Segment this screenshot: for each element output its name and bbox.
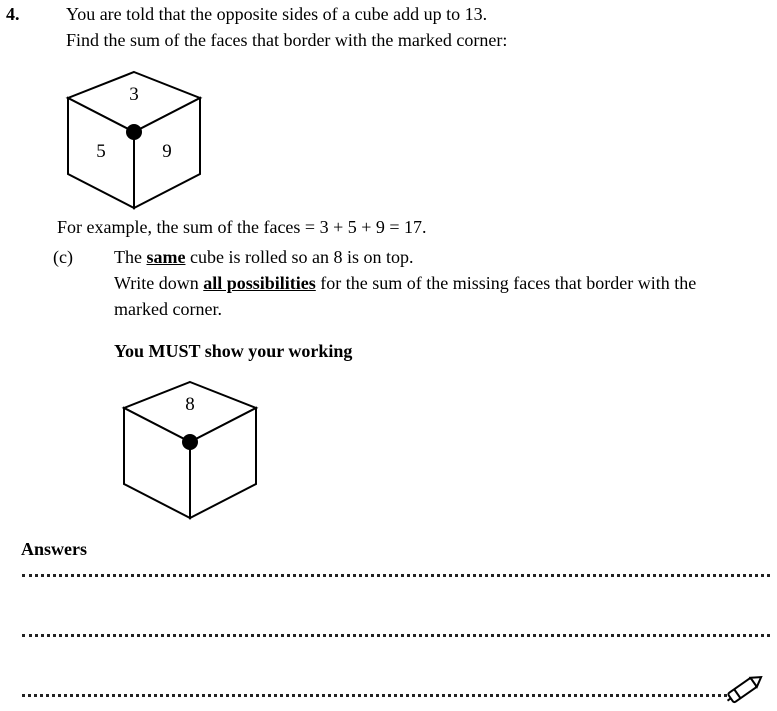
answers-label: Answers xyxy=(21,539,87,559)
part-c-line-1-end: cube is rolled so an 8 is on top. xyxy=(185,247,414,267)
marked-corner-dot xyxy=(126,124,142,140)
example-text: For example, the sum of the faces = 3 + 5 + 9 = 17. xyxy=(57,217,427,237)
pen-icon[interactable] xyxy=(724,670,766,708)
question-number: 4. xyxy=(6,4,20,24)
answer-line-3[interactable] xyxy=(22,694,727,697)
cube-left-number: 5 xyxy=(96,141,106,162)
cube-top-number: 3 xyxy=(129,84,139,105)
part-c-line-3: marked corner. xyxy=(114,299,222,319)
cube-top-number: 8 xyxy=(185,394,195,415)
question-line-2: Find the sum of the faces that border with the marked corner: xyxy=(66,30,508,50)
emphasis-same: same xyxy=(146,247,186,267)
cube-right-number: 9 xyxy=(162,141,172,162)
part-c-line-1 xyxy=(114,246,413,268)
part-c-line-2-start: Write down xyxy=(114,273,204,293)
part-c-line-2-end: for the sum of the missing faces that border with the xyxy=(315,273,697,293)
part-c-label: (c) xyxy=(53,247,73,267)
answer-line-1[interactable] xyxy=(22,574,770,577)
cube-diagram-2 xyxy=(116,370,266,525)
part-c-line-1-start: The xyxy=(114,247,147,267)
marked-corner-dot xyxy=(182,434,198,450)
question-line-1: You are told that the opposite sides of a cube add up to 13. xyxy=(66,4,488,24)
emphasis-all-possibilities: all possibilities xyxy=(203,273,316,293)
cube-diagram-1 xyxy=(60,60,210,215)
answer-line-2[interactable] xyxy=(22,634,770,637)
working-instruction: You MUST show your working xyxy=(114,341,353,361)
part-c-line-2 xyxy=(114,272,696,294)
